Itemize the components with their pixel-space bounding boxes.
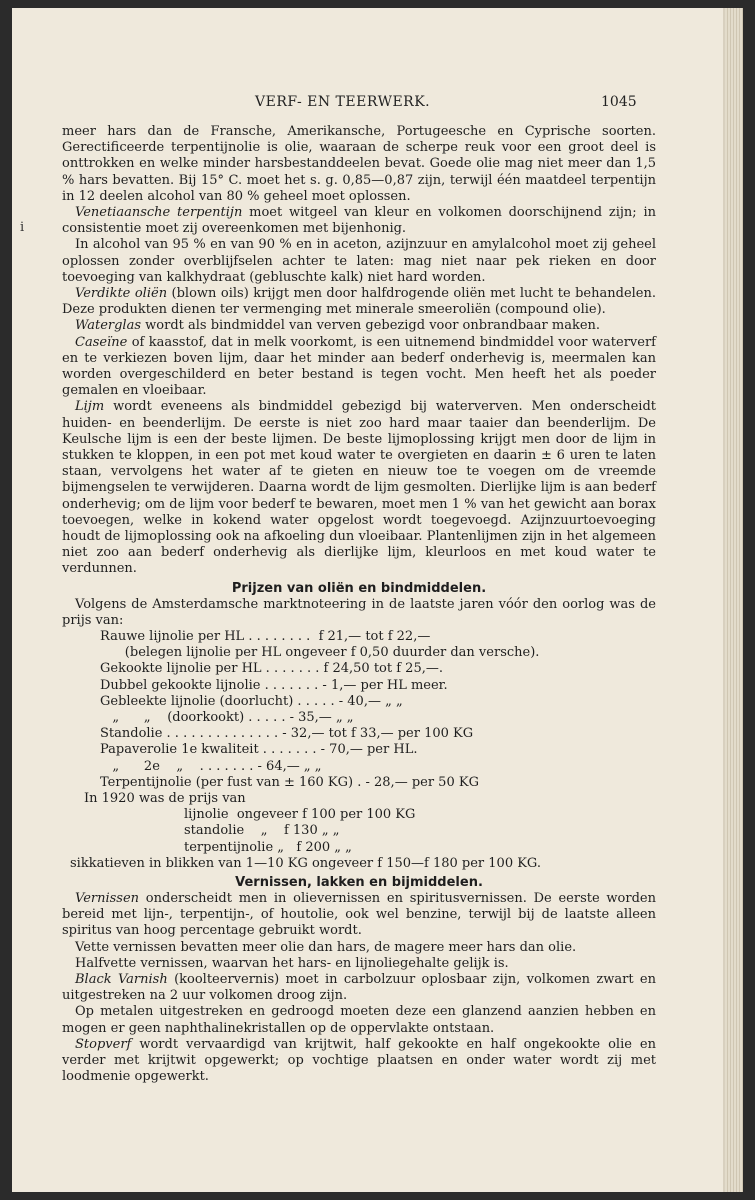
paragraph: Verdikte oliën (blown oils) krijgt men door halfdrogende oliën met lucht te behandelen. Deze produkten dienen ter vermenging met minerale smeeroliën (compound olie). (62, 286, 656, 318)
term: Venetiaansche terpentijn (75, 205, 243, 221)
paragraph: Waterglas wordt als bindmiddel van verven gebezigd voor onbrandbaar maken. (75, 318, 601, 334)
term: Verdikte oliën (75, 286, 168, 302)
term: Lijm (75, 399, 105, 415)
price-row: Gebleekte lijnolie (doorlucht) . . . . . - 40,— „ „ (100, 693, 403, 709)
price-row: Dubbel gekookte lijnolie . . . . . . . - 1,— per HL meer. (100, 677, 448, 693)
price-row: Gekookte lijnolie per HL . . . . . . . f 24,50 tot f 25,—. (100, 661, 443, 677)
term: Vernissen (75, 890, 140, 906)
paragraph: Vernissen onderscheidt men in olievernissen en spiritusvernissen. De eerste worden bereid met lijn-, terpentijn-, of houtolie, ook wel benzine, terwijl bij de laatste alleen spiritus van hoog percentage gebruikt wordt. (62, 890, 656, 939)
running-title: VERF- EN TEERWERK. (255, 94, 431, 110)
paragraph: Venetiaansche terpentijn moet witgeel van kleur en volkomen doorschijnend zijn; in consistentie moet zij overeenkomen met bijenhonig. (62, 205, 656, 237)
paragraph: Halfvette vernissen, waarvan het hars- en lijnoliegehalte gelijk is. (75, 955, 509, 971)
price-row: „ 2e „ . . . . . . . - 64,— „ „ (100, 758, 322, 774)
price-1920-intro: In 1920 was de prijs van (84, 790, 246, 806)
term: Waterglas (75, 318, 142, 334)
price-row: „ „ (doorkookt) . . . . . - 35,— „ „ (100, 710, 354, 726)
price-row: lijnolie ongeveer f 100 per 100 KG (184, 807, 416, 823)
term: Stopverf (75, 1036, 132, 1052)
term: Caseïne (75, 334, 128, 350)
paragraph: Op metalen uitgestreken en gedroogd moeten deze een glanzend aanzien hebben en mogen er geen naphthalinekristallen op de oppervlakte ontstaan. (62, 1004, 656, 1036)
page-edge (725, 8, 743, 1192)
price-row: sikkatieven in blikken van 1—10 KG ongeveer f 150—f 180 per 100 KG. (70, 855, 541, 871)
paragraph: Stopverf wordt vervaardigd van krijtwit, half gekookte en half ongekookte olie en verder met krijtwit opgewerkt; op vochtige plaatsen en onder water wordt zij met loodmenie opgewerkt. (62, 1036, 656, 1085)
paragraph: Black Varnish (koolteervernis) moet in carbolzuur oplosbaar zijn, volkomen zwart en uitgestreken na 2 uur volkomen droog zijn. (62, 971, 656, 1004)
price-row: Rauwe lijnolie per HL . . . . . . . . f 21,— tot f 22,— (100, 629, 431, 645)
page-number: 1045 (601, 94, 637, 110)
running-header (12, 94, 725, 114)
paragraph: Vette vernissen bevatten meer olie dan hars, de magere meer hars dan olie. (75, 939, 577, 955)
price-row: terpentijnolie „ f 200 „ „ (184, 839, 352, 855)
body-text (62, 124, 656, 1085)
price-row: (belegen lijnolie per HL ongeveer f 0,50 duurder dan versche). (100, 645, 540, 661)
paragraph: Lijm wordt eveneens als bindmiddel gebezigd bij waterverven. Men onderscheidt huiden- en beenderlijm. De eerste is niet zoo hard maar taaier dan beenderlijm. De Keulsche lijm is een der beste lijmen. De beste lijmoplossing krijgt men door de lijm in stukken te kloppen, in een pot met koud water te overgieten en daarin ± 6 uren te laten staan, vervolgens het water af te gieten en nieuw toe te voegen om de vreemde bijmengselen te verwijderen. Daarna wordt de lijm gesmolten. Dierlijke lijm is aan bederf onderhevig; om de lijm voor bederf te bewaren, moet men 1 % van het gewicht aan borax toevoegen, welke in kokend water opgelost wordt toegevoegd. Azijnzuurtoevoeging houdt de lijmoplossing ook na afkoeling dun vloeibaar. Plantenlijmen zijn in het algemeen niet zoo aan bederf onderhevig als dierlijke lijm, kleurloos en met koud water te verdunnen. (62, 399, 656, 577)
paragraph: Volgens de Amsterdamsche marktnoteering in de laatste jaren vóór den oorlog was de prijs van: (62, 596, 656, 628)
price-row: Terpentijnolie (per fust van ± 160 KG) . - 28,— per 50 KG (100, 774, 479, 790)
paragraph: meer hars dan de Fransche, Amerikansche, Portugeesche en Cyprische soorten. Gerectificeerde terpentijnolie is olie, waaraan de scherpe reuk voor een groot deel is onttrokken en welke minder harsbestanddeelen bevat. Goede olie mag niet meer dan 1,5 % hars bevatten. Bij 15° C. moet het s. g. 0,85—0,87 zijn, terwijl één maatdeel terpentijn in 12 deelen alcohol van 80 % geheel moet oplossen. (62, 124, 656, 204)
paragraph: Caseïne of kaasstof, dat in melk voorkomt, is een uitnemend bindmiddel voor waterverf en te verkiezen boven lijm, daar het minder aan bederf onderhevig is, meermalen kan worden overgeschilderd en beter bestand is tegen vocht. Men heeft het als poeder gemalen en vloeibaar. (62, 334, 656, 399)
price-list (62, 629, 656, 791)
price-row: Standolie . . . . . . . . . . . . . . - 32,— tot f 33,— per 100 KG (100, 726, 474, 742)
price-row: standolie „ f 130 „ „ (184, 823, 340, 839)
price-row: Papaverolie 1e kwaliteit . . . . . . . - 70,— per HL. (100, 742, 418, 758)
price-list-1920 (62, 807, 656, 856)
paragraph: In alcohol van 95 % en van 90 % en in aceton, azijnzuur en amylalcohol moet zij geheel oplossen zonder overblijfselen achter te laten: mag niet naar pek rieken en door toevoeging van kalkhydraat (gebluschte kalk) niet hard worden. (62, 237, 656, 285)
section-heading: Vernissen, lakken en bijmiddelen. (235, 874, 483, 890)
section-heading: Prijzen van oliën en bindmiddelen. (231, 580, 487, 596)
book-page (12, 8, 725, 1192)
margin-mark: i (20, 220, 25, 235)
term: Black Varnish (75, 971, 168, 987)
